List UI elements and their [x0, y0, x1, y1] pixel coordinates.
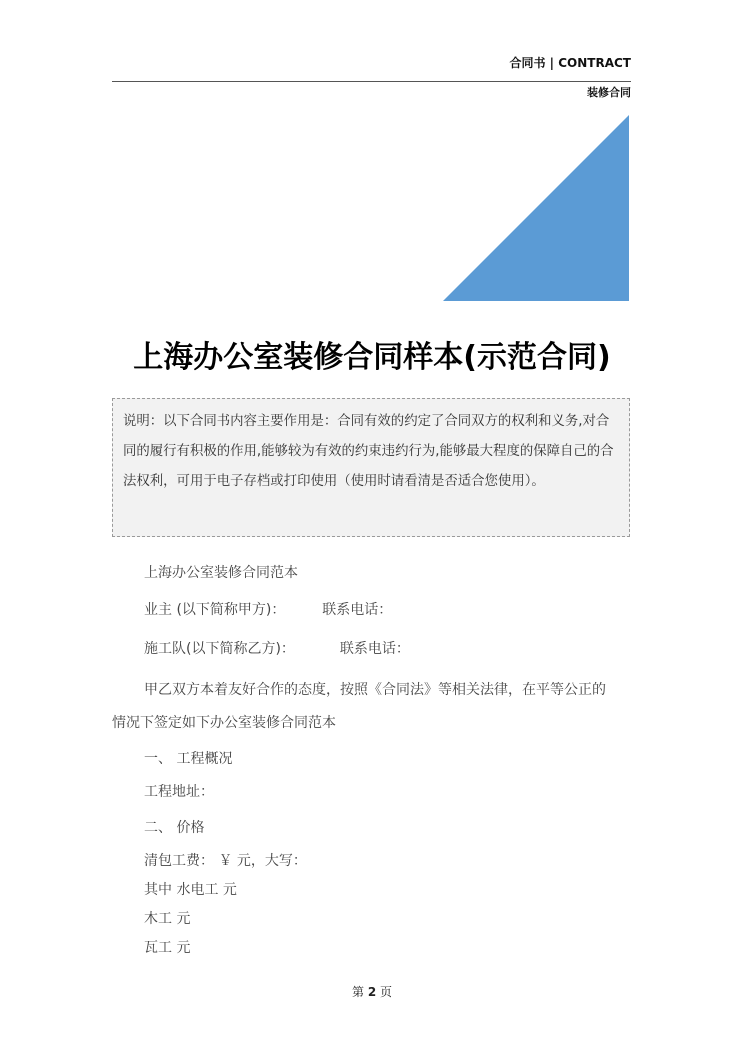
header-category: 装修合同 [587, 86, 631, 99]
team-label: 施工队(以下简称乙方)： [144, 641, 295, 657]
notice-box [112, 398, 630, 537]
owner-label: 业主 (以下简称甲方)： [144, 602, 286, 618]
triangle-shape [443, 115, 629, 301]
document-title: 上海办公室装修合同样本(示范合同) [133, 340, 611, 375]
page-number: 2 [367, 985, 377, 999]
notice-text: 说明：以下合同书内容主要作用是：合同有效的约定了合同双方的权利和义务,对合同的履行有积极的作用,能够较为有效的约束违约行为,能够最大程度的保障自己的合法权利，可用于电子存档或打印使用（使用时请看清是否适合您使用）。 [123, 414, 614, 489]
carpenter-line: 木工 元 [144, 911, 191, 927]
team-line [112, 638, 410, 658]
header-brand: 合同书 | CONTRACT [509, 56, 631, 70]
section-heading-overview: 一、 工程概况 [144, 751, 233, 767]
owner-phone-label: 联系电话： [322, 602, 393, 618]
labor-fee-line: 清包工费： ￥ 元，大写： [144, 853, 307, 869]
body-heading: 上海办公室装修合同范本 [144, 565, 298, 581]
tiler-line: 瓦工 元 [144, 940, 191, 956]
decorative-triangle [443, 115, 629, 301]
owner-line [112, 599, 392, 619]
team-phone-label: 联系电话： [339, 641, 410, 657]
address-line: 工程地址： [144, 784, 214, 800]
section-heading-price: 二、 价格 [144, 820, 205, 836]
footer-prefix: 第 [351, 985, 364, 999]
intro-line-2: 情况下签定如下办公室装修合同范本 [112, 715, 336, 731]
header-divider [112, 81, 631, 82]
electrician-line: 其中 水电工 元 [144, 882, 237, 898]
page-footer [0, 983, 744, 1000]
footer-suffix: 页 [380, 985, 393, 999]
intro-line-1: 甲乙双方本着友好合作的态度，按照《合同法》等相关法律，在平等公正的 [144, 682, 606, 698]
